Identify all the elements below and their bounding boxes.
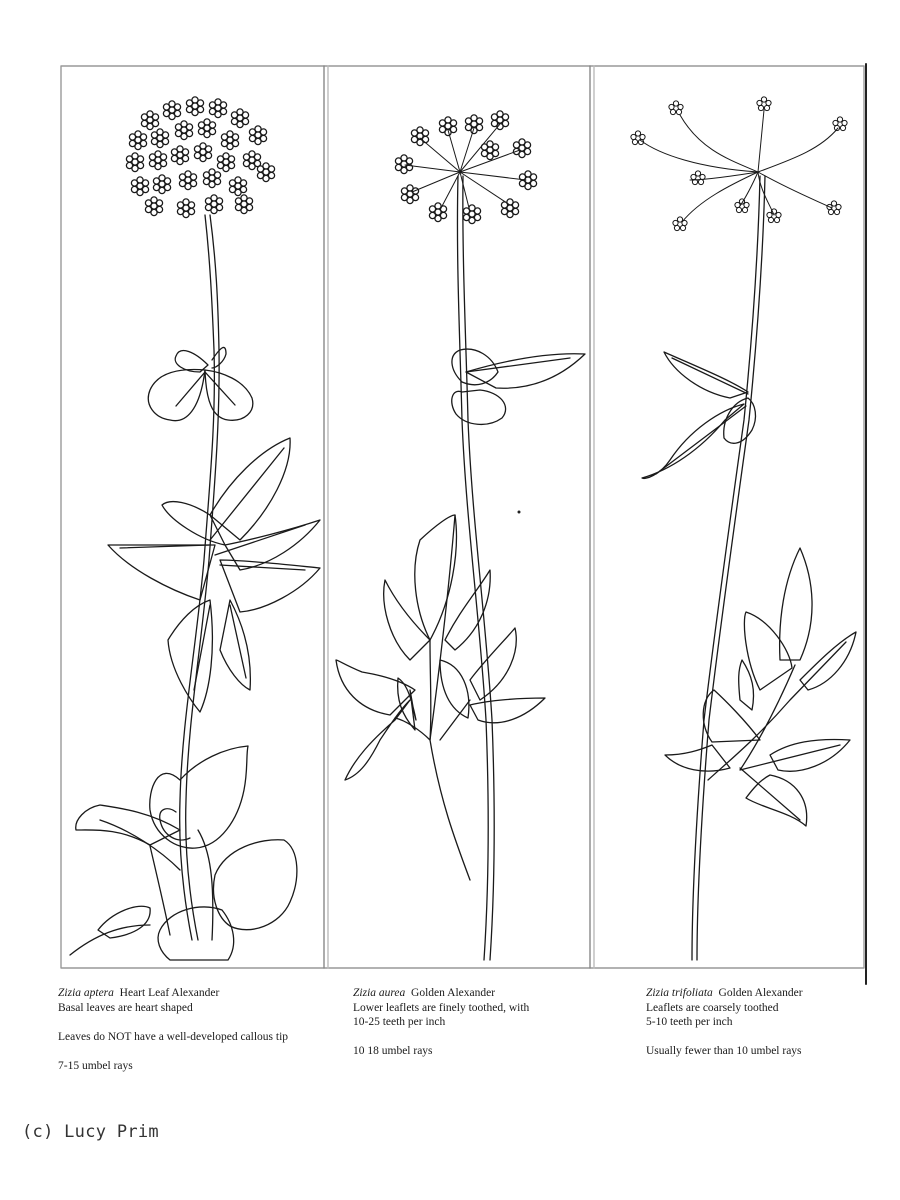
illustration-zizia-aurea [336, 111, 585, 960]
description-line: Basal leaves are heart shaped [58, 1001, 193, 1014]
ink-speck [518, 511, 521, 514]
scientific-name: Zizia aurea [353, 987, 406, 999]
scientific-name: Zizia aptera [58, 987, 114, 999]
illustration-zizia-aptera [70, 97, 320, 960]
illustration-zizia-trifoliata [631, 97, 856, 960]
umbel-aurea [395, 111, 536, 224]
common-name: Heart Leaf Alexander [119, 987, 220, 999]
umbel-trifoliata [631, 97, 847, 231]
caption-zizia-trifoliata [646, 986, 876, 1059]
umbel-rays: 7-15 umbel rays [58, 1059, 133, 1072]
common-name: Golden Alexander [411, 987, 496, 999]
description-line: Lower leaflets are finely toothed, with [353, 1001, 530, 1014]
description-line-2: 10-25 teeth per inch [353, 1016, 446, 1028]
umbel-aptera [126, 97, 274, 218]
description-line: Leaflets are coarsely toothed [646, 1001, 779, 1014]
caption-zizia-aptera [58, 986, 328, 1073]
umbel-rays: 10 18 umbel rays [353, 1045, 433, 1057]
caption-zizia-aurea [353, 986, 583, 1059]
scientific-name: Zizia trifoliata [646, 987, 713, 999]
description-note: Leaves do NOT have a well-developed callous tip [58, 1030, 289, 1043]
copyright-credit: (c) Lucy Prim [22, 1122, 159, 1142]
description-line-2: 5-10 teeth per inch [646, 1016, 733, 1028]
common-name: Golden Alexander [718, 987, 803, 999]
umbel-rays: Usually fewer than 10 umbel rays [646, 1045, 802, 1057]
